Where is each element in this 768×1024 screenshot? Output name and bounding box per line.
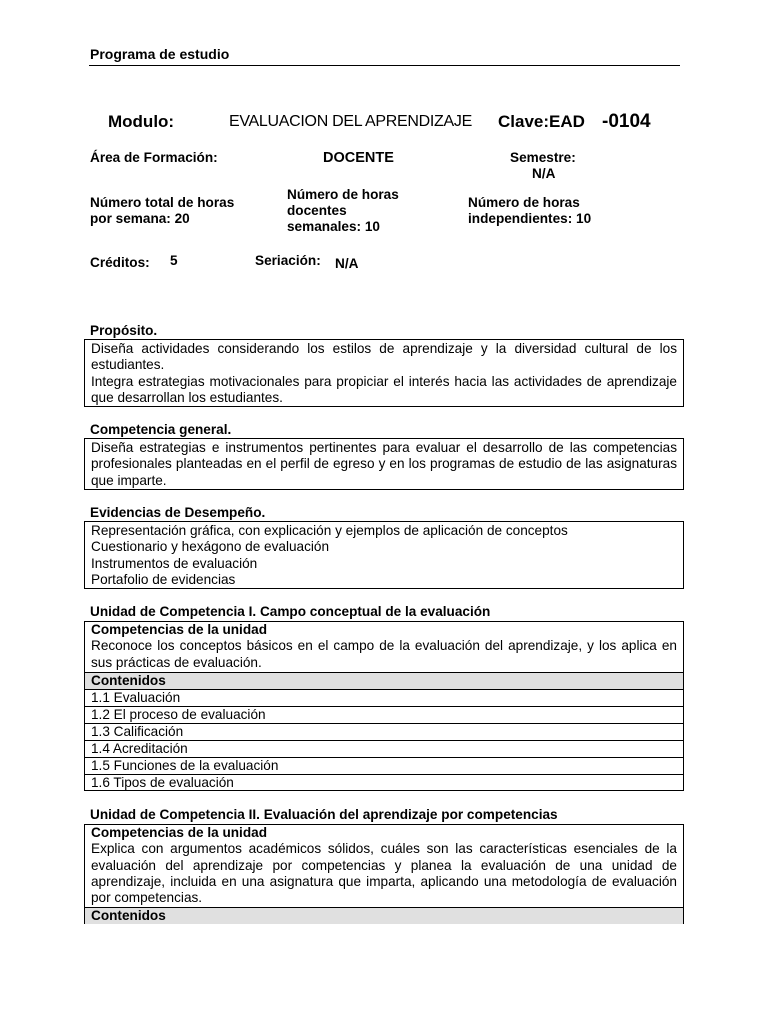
semestre-value: N/A	[532, 166, 556, 181]
unidad1-content-item: 1.1 Evaluación	[85, 689, 683, 706]
proposito-paragraph-2: Integra estrategias motivacionales para propiciar el interés hacia las actividades de aprendizaje que desarrollan los estudiantes.	[91, 373, 677, 405]
proposito-paragraph-1: Diseña actividades considerando los estilos de aprendizaje y la diversidad cultural de los estudiantes.	[91, 341, 677, 373]
modulo-value: EVALUACION DEL APRENDIZAJE	[229, 113, 472, 130]
proposito-heading: Propósito.	[90, 323, 158, 338]
evidencias-heading: Evidencias de Desempeño.	[90, 505, 266, 520]
horas-total	[90, 195, 234, 227]
horas-total-line1: Número total de horas	[90, 195, 235, 210]
horas-independientes	[468, 195, 591, 227]
horas-ind-line2: independientes: 10	[468, 211, 592, 226]
area-label: Área de Formación:	[90, 150, 218, 165]
unidad1-content-item: 1.6 Tipos de evaluación	[85, 774, 683, 791]
unidad1-contenidos-label: Contenidos	[85, 672, 683, 689]
unidad2-comp-text: Explica con argumentos académicos sólidos, cuáles son las características esenciales de la evaluación del aprendizaje por competencias y planea la evaluación de una unidad de aprendizaje, incluida en una asignatura que imparta, aplicando una metodología de evaluación por competencias.	[91, 841, 677, 906]
creditos-label: Créditos:	[90, 255, 150, 270]
unidad2-table	[84, 824, 684, 924]
competencia-text: Diseña estrategias e instrumentos pertinentes para evaluar el desarrollo de las competencias profesionales planteadas en el perfil de egreso y en los programas de estudio de las asignaturas que imparte.	[91, 440, 677, 488]
horas-doc-line3: semanales: 10	[287, 219, 380, 234]
evidencia-item: Instrumentos de evaluación	[91, 555, 258, 571]
horas-doc-line2: docentes	[287, 203, 347, 218]
unidad2-comp-label: Competencias de la unidad	[91, 825, 268, 840]
unidad1-table	[84, 621, 684, 791]
unidad1-content-item: 1.5 Funciones de la evaluación	[85, 757, 683, 774]
seriacion-value: N/A	[335, 256, 359, 271]
competencia-heading: Competencia general.	[90, 422, 232, 437]
semestre-label: Semestre:	[510, 150, 576, 165]
competencia-box	[84, 438, 684, 490]
header-divider	[89, 65, 680, 66]
seriacion-label: Seriación:	[255, 253, 321, 268]
clave-label: Clave:EAD	[498, 112, 585, 131]
unidad1-heading: Unidad de Competencia I. Campo conceptual de la evaluación	[90, 604, 491, 619]
evidencia-item: Representación gráfica, con explicación y ejemplos de aplicación de conceptos	[91, 523, 568, 538]
unidad2-contenidos-label: Contenidos	[85, 907, 683, 924]
horas-docentes	[287, 187, 399, 235]
evidencias-box	[84, 521, 684, 589]
horas-total-line2: por semana: 20	[90, 211, 190, 226]
unidad1-comp-label: Competencias de la unidad	[91, 622, 268, 637]
evidencia-item: Cuestionario y hexágono de evaluación	[91, 539, 330, 555]
creditos-value: 5	[170, 253, 178, 268]
horas-ind-line1: Número de horas	[468, 195, 580, 210]
clave-value: -0104	[602, 111, 651, 132]
unidad1-content-item: 1.3 Calificación	[85, 723, 683, 740]
area-value: DOCENTE	[323, 150, 394, 166]
horas-doc-line1: Número de horas	[287, 187, 399, 202]
proposito-box	[84, 339, 684, 407]
page-header-title: Programa de estudio	[90, 46, 230, 62]
modulo-label: Modulo:	[108, 112, 175, 131]
unidad1-comp-text: Reconoce los conceptos básicos en el campo de la evaluación del aprendizaje, y los aplica en sus prácticas de evaluación.	[91, 638, 677, 670]
unidad2-heading: Unidad de Competencia II. Evaluación del aprendizaje por competencias	[90, 807, 558, 822]
evidencia-item: Portafolio de evidencias	[91, 571, 236, 587]
unidad1-content-item: 1.4 Acreditación	[85, 740, 683, 757]
unidad1-content-item: 1.2 El proceso de evaluación	[85, 706, 683, 723]
